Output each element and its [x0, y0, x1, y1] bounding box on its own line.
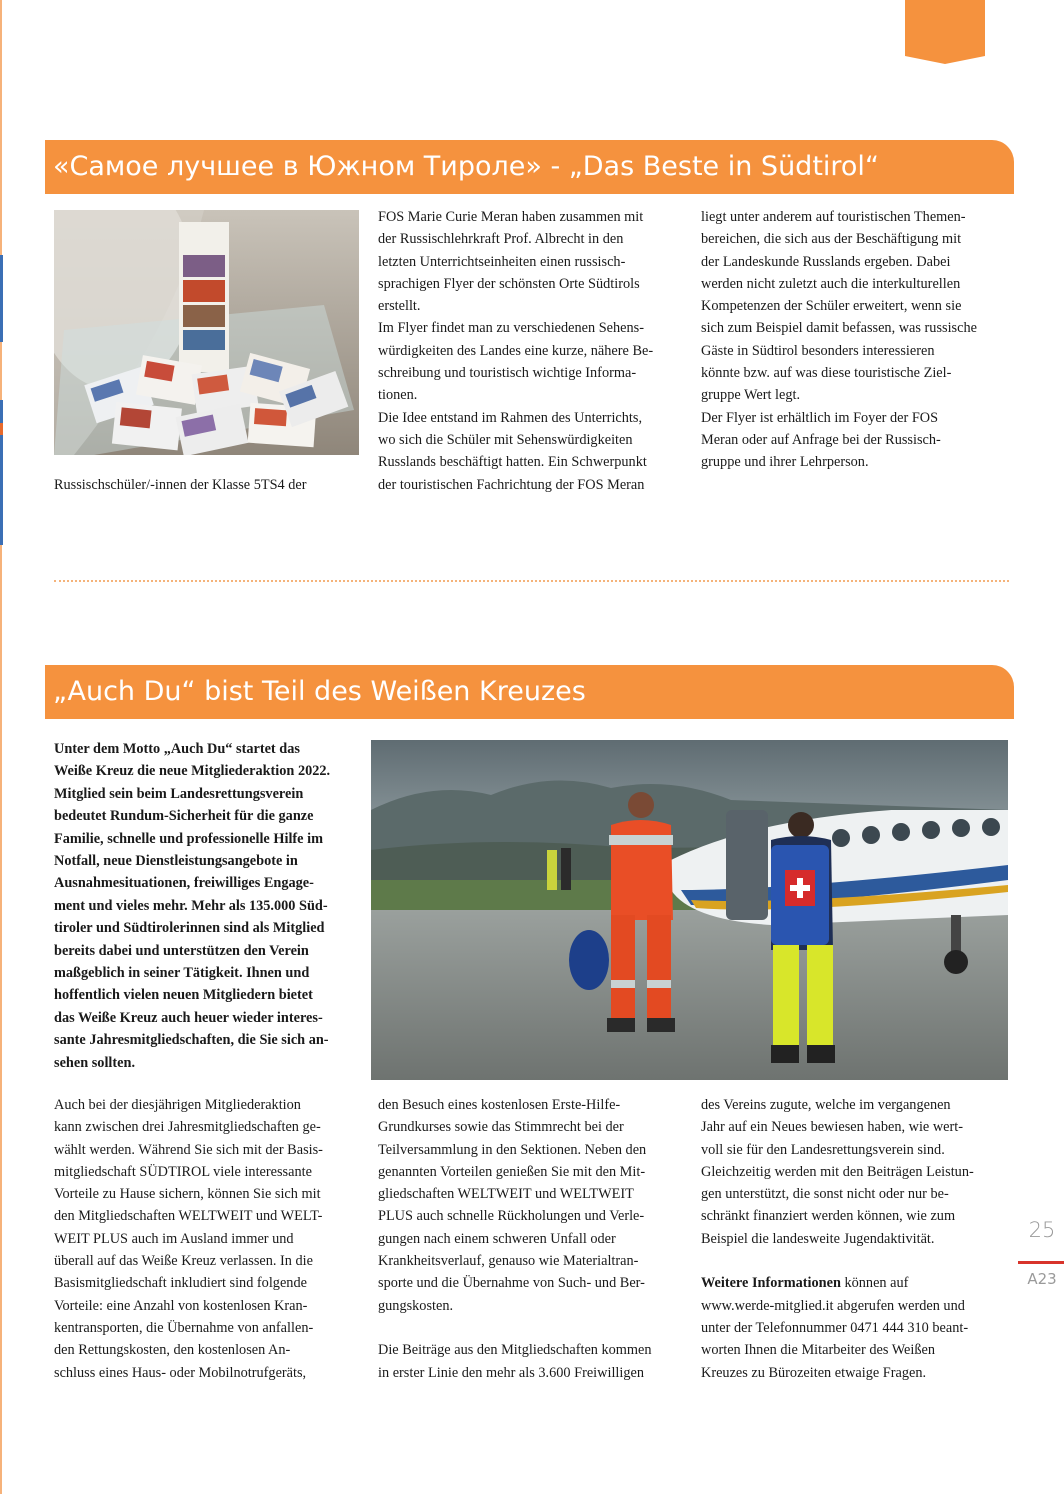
text-line: mitgliedschaft SÜDTIROL viele interessante [54, 1163, 312, 1180]
text-line: schluss eines Haus- oder Mobilnotrufgeräts, [54, 1364, 307, 1381]
text-line: sporte und die Übernahme von Such- und Ber- [378, 1275, 645, 1292]
text-line: werden nicht zuletzt auch die interkulturellen [701, 275, 961, 292]
section2-column-1 [54, 1094, 364, 1384]
text-line: Jahr auf ein Neues bewiesen haben, wie wert- [701, 1119, 964, 1136]
text-line: erstellt. [378, 298, 421, 315]
text-line: Teilversammlung in den Sektionen. Neben den [378, 1141, 647, 1158]
page-edge-marks [0, 255, 3, 545]
section1-column-2 [378, 206, 688, 496]
page-code: A23 [1027, 1270, 1057, 1288]
more-info-bold: Weitere Informationen [701, 1275, 841, 1292]
blank-line [378, 1317, 688, 1339]
text-line: wo sich die Schüler mit Sehenswürdigkeiten [378, 431, 633, 448]
text-line: Notfall, neue Dienstleistungsangebote in [54, 853, 298, 870]
text-line: maßgeblich in seiner Tätigkeit. Ihnen und [54, 965, 310, 982]
text-line: der Landeskunde Russlands ergeben. Dabei [701, 253, 951, 270]
text-line: bereits dabei und unterstützen den Verein [54, 942, 309, 959]
more-info-rest: können auf [840, 1275, 909, 1292]
page-edge-rule [0, 0, 2, 1494]
text-line: Unter dem Motto „Auch Du“ startet das [54, 741, 300, 757]
blank-line [701, 1250, 1011, 1272]
text-line: Die Idee entstand im Rahmen des Unterrichts, [378, 409, 643, 426]
text-line: Die Beiträge aus den Mitgliedschaften kommen [378, 1342, 652, 1359]
text-line: wählt werden. Während Sie sich mit der Basis- [54, 1141, 323, 1158]
text-line: tiroler und Südtirolerinnen sind als Mitglied [54, 920, 325, 937]
text-line: schreibung und touristisch wichtige Informa- [378, 365, 637, 382]
text-line: Grundkurses sowie das Stimmrecht bei der [378, 1119, 624, 1136]
text-line: in erster Linie den mehr als 3.600 Freiwilligen [378, 1364, 645, 1381]
section1-column-1 [54, 474, 359, 496]
text-line: Ausnahmesituationen, freiwilliges Engage- [54, 875, 314, 892]
text-line: des Vereins zugute, welche im vergangenen [701, 1097, 951, 1113]
text-line: der Russischlehrkraft Prof. Albrecht in den [378, 231, 624, 248]
section2-intro [54, 738, 359, 1074]
text-line: Mitglied sein beim Landesrettungsverein [54, 785, 304, 802]
text-line: Beispiel die landesweite Jugendaktivität. [701, 1230, 935, 1247]
text-line: kann zwischen drei Jahresmitgliedschaften ge- [54, 1119, 321, 1136]
text-line: Gleichzeitig werden mit den Beiträgen Leistun- [701, 1163, 974, 1180]
text-line: der touristischen Fachrichtung der FOS Meran [378, 476, 645, 493]
text-line: den Besuch eines kostenlosen Erste-Hilfe- [378, 1097, 621, 1113]
text-line: PLUS auch schnelle Rückholungen und Verle- [378, 1208, 645, 1225]
photo-paramedics [371, 740, 1008, 1080]
text-line: bereichen, die sich aus der Beschäftigung mit [701, 231, 962, 248]
text-line: ment und vieles mehr. Mehr als 135.000 Süd- [54, 897, 328, 914]
text-line: sprachigen Flyer der schönsten Orte Südtirols [378, 275, 640, 292]
text-line: sich zum Beispiel damit befassen, was russische [701, 320, 977, 337]
text-line: WEIT PLUS auch im Ausland immer und [54, 1230, 294, 1247]
text-line: www.werde-mitglied.it abgerufen werden und [701, 1297, 965, 1314]
text-line: Auch bei der diesjährigen Mitgliederaktion [54, 1097, 301, 1113]
text-line: gungen nach einem schweren Unfall oder [378, 1230, 616, 1247]
text-line: Der Flyer ist erhältlich im Foyer der FOS [701, 409, 939, 426]
text-line: worten Ihnen die Mitarbeiter des Weißen [701, 1342, 936, 1359]
page-number: 25 [1028, 1218, 1056, 1242]
section-title-auch-du: „Auch Du“ bist Teil des Weißen Kreuzes [45, 665, 1014, 719]
orange-tab-marker [905, 0, 985, 64]
text-line: tionen. [378, 387, 418, 404]
text-line: Kreuzes zu Bürozeiten etwaige Fragen. [701, 1364, 927, 1381]
text-line: FOS Marie Curie Meran haben zusammen mit [378, 209, 644, 225]
text-line: würdigkeiten des Landes eine kurze, nähere Be- [378, 342, 654, 359]
text-line: überall auf das Weiße Kreuz verlassen. In die [54, 1253, 313, 1270]
section-title-best-in-south-tyrol: «Самое лучшее в Южном Тироле» - „Das Beste in Südtirol“ [45, 140, 1014, 194]
text-line: den Rettungskosten, den kostenlosen An- [54, 1342, 291, 1359]
text-line: Im Flyer findet man zu verschiedenen Sehens- [378, 320, 644, 337]
text-line: liegt unter anderem auf touristischen Themen- [701, 209, 966, 225]
more-info-line [701, 1272, 1011, 1294]
text-line: Russischschüler/-innen der Klasse 5TS4 der [54, 477, 307, 493]
text-line: gen unterstützt, die sonst nicht oder nur be- [701, 1186, 949, 1203]
text-line: gliedschaften WELTWEIT und WELTWEIT [378, 1186, 634, 1203]
text-line: gungskosten. [378, 1297, 454, 1314]
text-line: Familie, schnelle und professionelle Hilfe im [54, 830, 323, 847]
section2-column-3 [701, 1094, 1011, 1384]
text-line: sehen sollten. [54, 1054, 136, 1071]
text-line: voll sie für den Landesrettungsverein sind. [701, 1141, 945, 1158]
text-line: gruppe und ihrer Lehrperson. [701, 454, 869, 471]
text-line: Basismitgliedschaft inkludiert sind folgende [54, 1275, 307, 1292]
text-line: hoffentlich vielen neuen Mitgliedern bietet [54, 987, 313, 1004]
text-line: schränkt finanziert werden können, wie zum [701, 1208, 956, 1225]
text-line: Kompetenzen der Schüler erweitert, wenn sie [701, 298, 962, 315]
text-line: Meran oder auf Anfrage bei der Russisch- [701, 431, 941, 448]
section2-column-2 [378, 1094, 688, 1384]
text-line: Vorteile: eine Anzahl von kostenlosen Kran- [54, 1297, 308, 1314]
text-line: das Weiße Kreuz auch heuer wieder interes- [54, 1009, 323, 1026]
text-line: bedeutet Rundum-Sicherheit für die ganze [54, 808, 314, 825]
text-line: könnte bzw. auf was diese touristische Ziel- [701, 365, 952, 382]
page-number-rule [1018, 1261, 1064, 1264]
text-line: letzten Unterrichtseinheiten einen russisch- [378, 253, 626, 270]
section-divider [54, 580, 1009, 582]
text-line: Russlands beschäftigt hatten. Ein Schwerpunkt [378, 454, 647, 471]
text-line: Weiße Kreuz die neue Mitgliederaktion 2022. [54, 763, 331, 780]
text-line: Vorteile zu Hause sichern, können Sie sich mit [54, 1186, 321, 1203]
text-line: den Mitgliedschaften WELTWEIT und WELT- [54, 1208, 323, 1225]
text-line: genannten Vorteilen genießen Sie mit den Mit- [378, 1163, 646, 1180]
photo-flyers [54, 210, 359, 455]
text-line: gruppe Wert legt. [701, 387, 801, 404]
text-line: unter der Telefonnummer 0471 444 310 beant- [701, 1319, 969, 1336]
text-line: sante Jahresmitgliedschaften, die Sie sich an- [54, 1032, 329, 1049]
text-line: Krankheitsverlauf, genauso wie Materialtran- [378, 1253, 639, 1270]
section1-column-3 [701, 206, 1011, 474]
text-line: Gäste in Südtirol besonders interessieren [701, 342, 935, 359]
text-line: kentransporten, die Übernahme von anfallen- [54, 1319, 314, 1336]
